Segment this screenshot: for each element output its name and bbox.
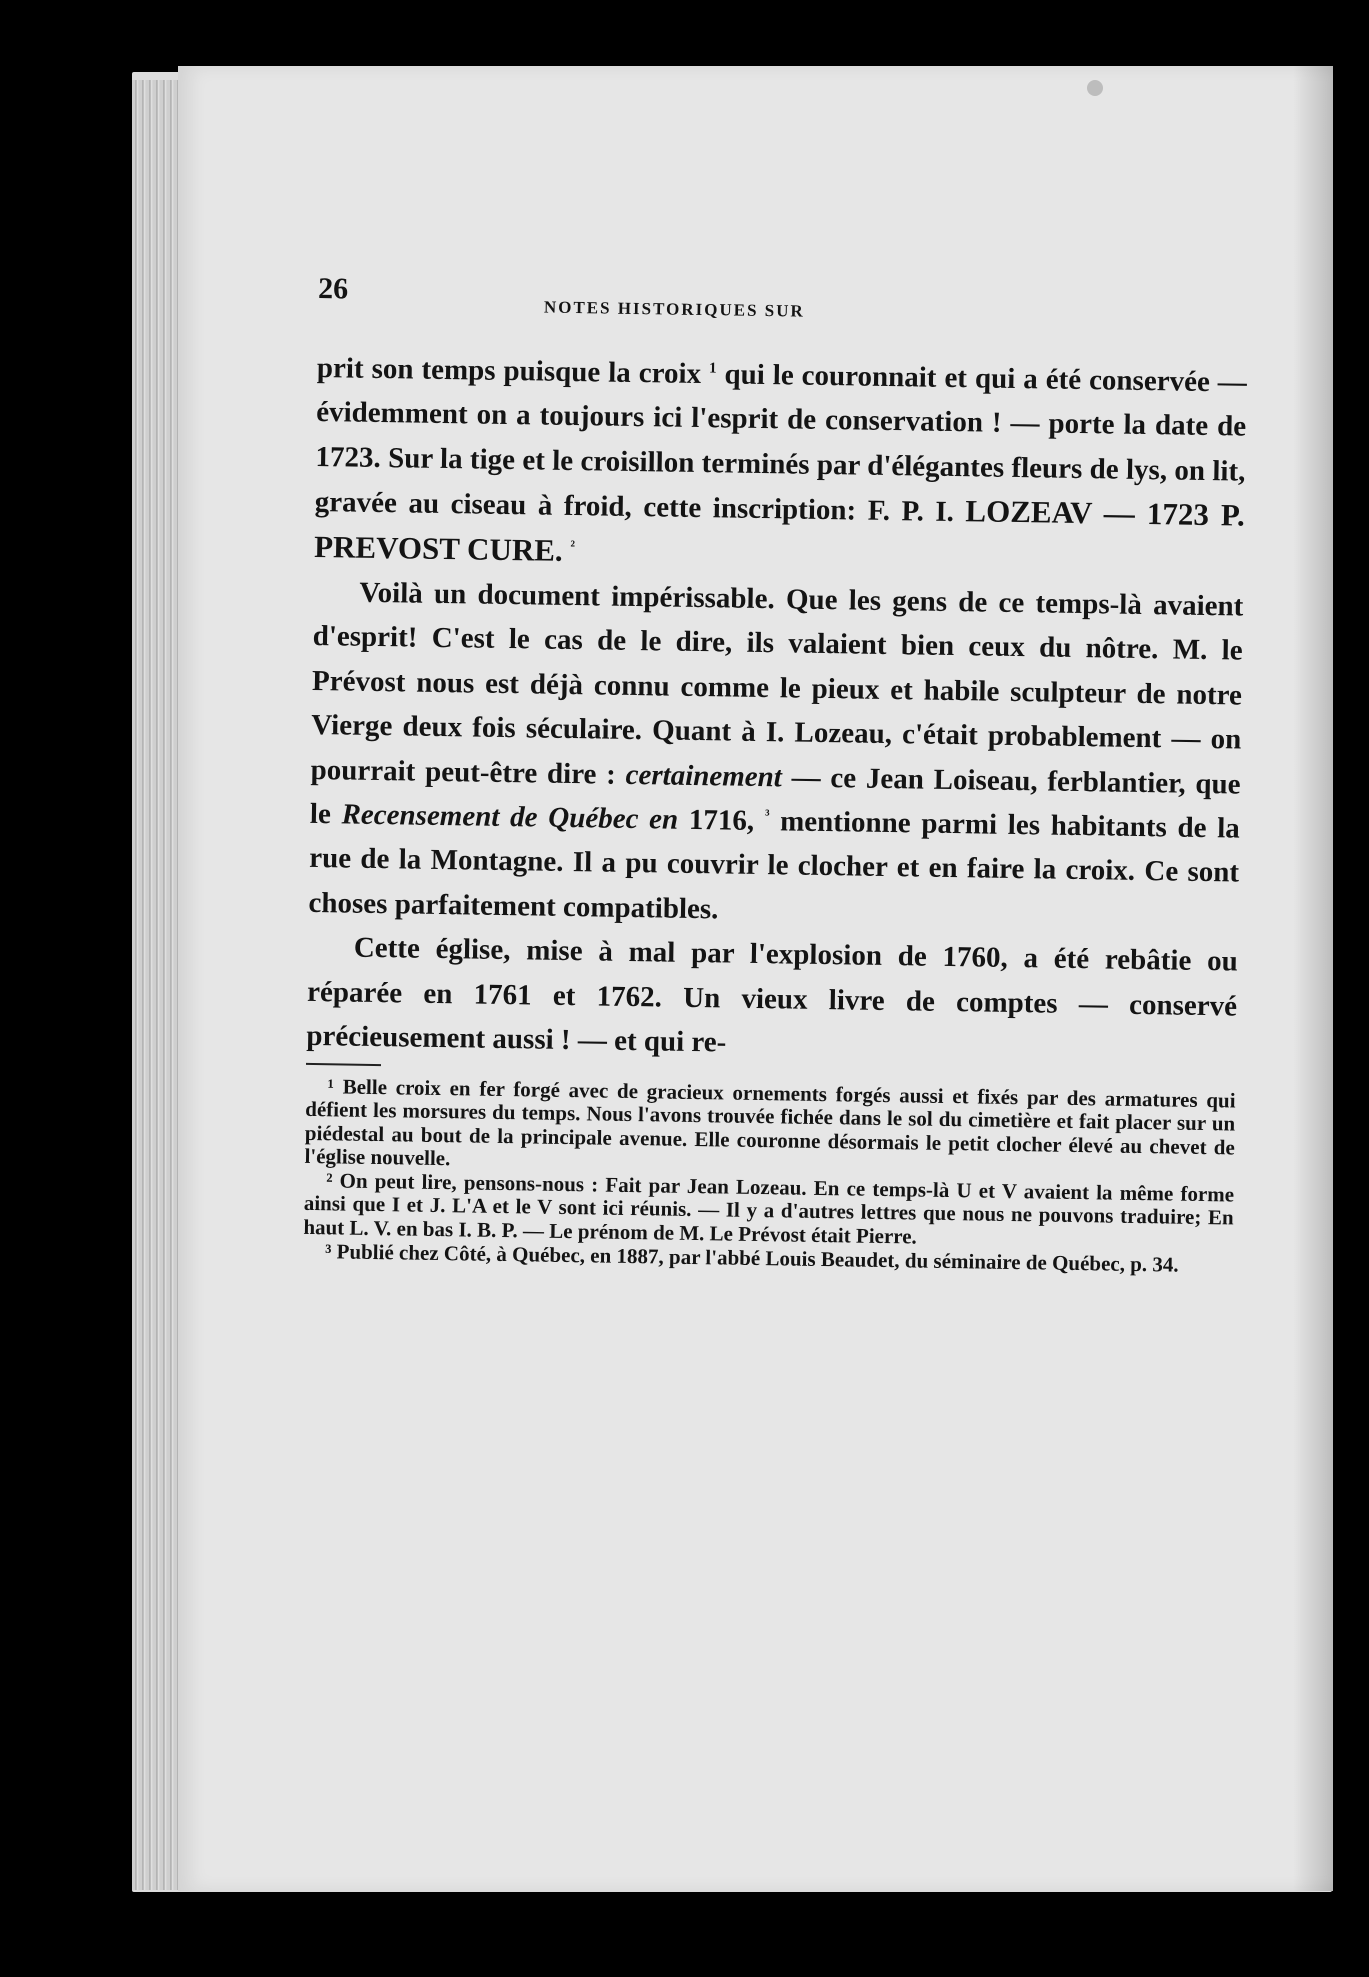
paragraph-3: Cette église, mise à mal par l'explosion de 1760, a été rebâtie ou réparée en 1761 et 1762. Un vieux livre de comptes — conservé précieusement aussi ! — et qui re-	[306, 931, 1238, 1059]
paragraph-2	[308, 570, 1243, 940]
body-text	[306, 346, 1247, 1073]
p1-inscription: LOZEAV — 1723 P. PREVOST CURE.	[313, 493, 1246, 568]
page-gutter-shadow	[1293, 66, 1333, 1891]
footnote-rule	[306, 1062, 381, 1065]
footnotes	[303, 1074, 1236, 1277]
footnote-ref-2: ²	[570, 537, 576, 555]
page-number: 26	[317, 272, 349, 306]
running-head: NOTES HISTORIQUES SUR	[543, 297, 805, 321]
footnote-ref-3: ³	[764, 807, 770, 824]
page-content	[303, 272, 1248, 1278]
footnote-3: ³ Publié chez Côté, à Québec, en 1887, par l'abbé Louis Beaudet, du séminaire de Québec, p. 34.	[324, 1238, 1179, 1277]
p1-text-a: prit son temps puisque la croix	[316, 351, 710, 391]
footnote-1: ¹ Belle croix en fer forgé avec de gracieux ornements forgés aussi et fixés par des armatures qui défient les morsures du temps. Nous l'avons trouvée fichée dans le sol du cimetière et fait placer sur un piédestal au bout de la principale avenue. Elle couronne désormais le petit clocher élevé au chevet de l'église nouvelle.	[304, 1073, 1236, 1171]
p2-text-c: 1716,	[677, 803, 766, 838]
footnote-ref-1: 1	[708, 360, 717, 377]
paragraph-1	[314, 346, 1247, 585]
footnote-2: ² On peut lire, pensons-nous : Fait par Jean Lozeau. En ce temps-là U et V avaient la même forme ainsi que I et J. L'A et le V sont ici réunis. — Il y a d'autres lettres que nous ne pouvons traduire; En haut L. V. en bas I. B. P. — Le prénom de M. Le Prévost était Pierre.	[303, 1168, 1235, 1249]
paper-speck	[1087, 80, 1103, 96]
p2-italic-certainement: certainement	[625, 758, 783, 793]
p2-text-d: mentionne parmi les habitants de la rue de la Montagne. Il a pu couvrir le clocher et en faire la croix. Ce sont choses parfaitement compatibles.	[308, 805, 1241, 926]
p1-text-b: qui le couronnait et qui a été conservée — évidemment on a toujours ici l'esprit de conservation ! — porte la date de 1723. Sur la tige et le croisillon terminés par d'élégantes fleurs de lys, on lit, gravée au ciseau à froid, cette inscription: F. P. I.	[314, 358, 1248, 529]
p2-italic-recensement: Recensement de Québec en	[341, 798, 679, 836]
p2-text-b: — ce Jean Loiseau, ferblantier, que le	[309, 761, 1241, 831]
p2-text-a: Voilà un document impérissable. Que les gens de ce temps-là avaient d'esprit! C'est le cas de le dire, ils valaient bien ceux du nôtre. M. le Prévost nous est déjà connu comme le pieux et habile sculpteur de notre Vierge deux fois séculaire. Quant à I. Lozeau, c'était probablement — on pourrait peut-être dire :	[310, 576, 1244, 791]
